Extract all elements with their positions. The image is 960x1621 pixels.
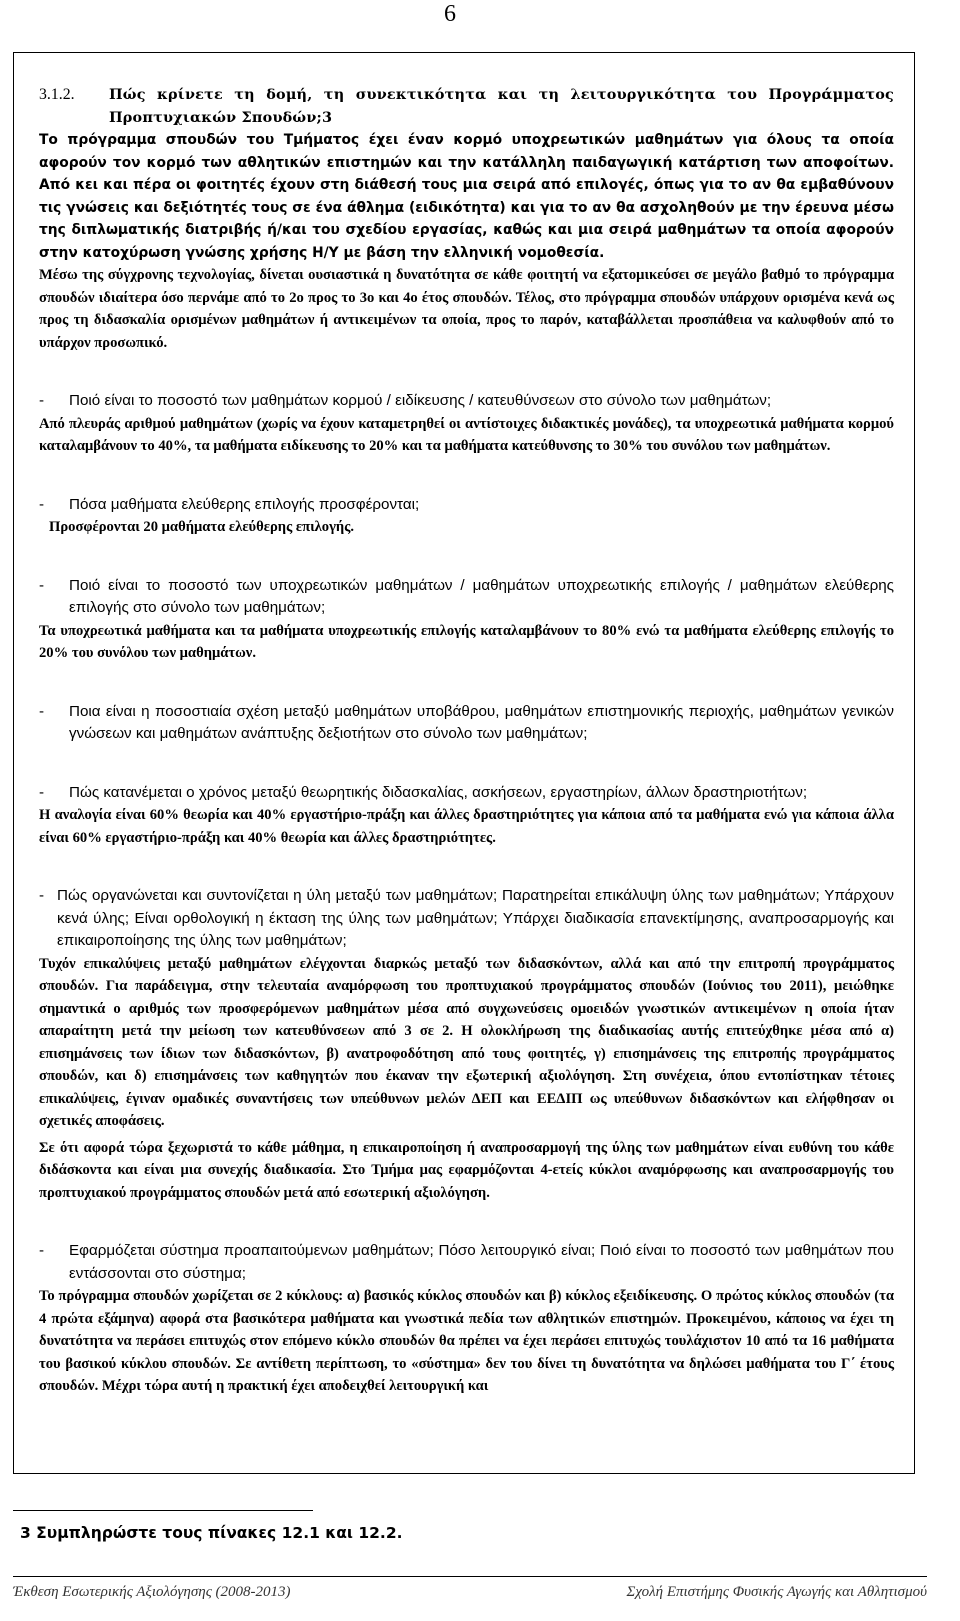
footer-divider — [13, 1576, 927, 1577]
question-text: Ποια είναι η ποσοστιαία σχέση μεταξύ μαθημάτων υποβάθρου, μαθημάτων επιστημονικής περιοχής, μαθημάτων γενικών γνώσεων και μαθημάτων ανάπτυξης δεξιοτήτων στο σύνολο των μαθημάτων; — [69, 702, 894, 742]
section-heading — [39, 83, 894, 129]
answer-text: Σε ότι αφορά τώρα ξεχωριστά το κάθε μάθημα, η επικαιροποίηση ή αναπροσαρμογή της ύλης των μαθημάτων είναι ευθύνη του κάθε διδάσκοντα και είναι μια συνεχής διαδικασία. Στο Τμήμα μας εφαρμόζονται 4-ετείς κύκλοι αναμόρφωσης και αναπροσαρμογής του προπτυχιακού προγράμματος σπουδών μετά από εσωτερική αξιολόγηση. — [39, 1139, 894, 1201]
answer-text: Από πλευράς αριθμού μαθημάτων (χωρίς να έχουν καταμετρηθεί οι αντίστοιχες διδακτικές μονάδες), τα υποχρεωτικά μαθήματα κορμού καταλαμβάνουν το 40%, τα μαθήματα ειδίκευσης το 20% και τα μαθήματα κατεύθυνσης το 30% του συνόλου των μαθημάτων. — [39, 415, 894, 454]
question-item — [39, 1240, 894, 1285]
question-text: Εφαρμόζεται σύστημα προαπαιτούμενων μαθημάτων; Πόσο λειτουργικό είναι; Ποιό είναι το ποσοστό των μαθημάτων που εντάσσονται στο σύστημα; — [69, 1242, 894, 1282]
intro-paragraph-2: Μέσω της σύγχρονης τεχνολογίας, δίνεται ουσιαστικά η δυνατότητα σε κάθε φοιτητή να εξατομικεύσει σε μεγάλο βαθμό το πρόγραμμα σπουδών ιδιαίτερα όσο περνάμε από το 2ο προς το 3ο και 4ο έτος σπουδών. Τέλος, στο πρόγραμμα σπουδών υπάρχουν ορισμένα κενά ως προς τη διδασκαλία ορισμένων μαθημάτων ή αντικειμένων τα οποία, προς το παρόν, καταβάλλεται προσπάθεια να καλυφθούν από το υπάρχον προσωπικό. — [39, 267, 894, 351]
answer-text: Τυχόν επικαλύψεις μεταξύ μαθημάτων ελέγχονται διαρκώς μεταξύ των διδασκόντων, αλλά και από την επιτροπή προγράμματος σπουδών. Για παράδειγμα, στην τελευταία αναμόρφωση του προπτυχιακού προγράμματος σπουδών (Ιούνιος του 2011), μειώθηκε σημαντικά ο αριθμός των προσφερόμενων μαθημάτων μέσα από συγχωνεύσεις ομοειδών γνωστικών αντικειμένων η οποία ήταν απαραίτητη μετά την μείωση των κατευθύνσεων από 3 σε 2. Η ολοκλήρωση της διαδικασίας αυτής επιτεύχθηκε μέσα από α) επισημάνσεις των ίδιων των διδασκόντων, β) ανατροφοδότηση από τους φοιτητές, γ) επισημάνσεις της επιτροπής προγράμματος σπουδών, και δ) επισημάνσεις των καθηγητών που έκαναν την εξωτερική αξιολόγηση. Στη συνέχεια, όπου εντοπίστηκαν τέτοιες επικαλύψεις, έγιναν ομαδικές συναντήσεις των υπεύθυνων μελών ΔΕΠ και ΕΕΔΙΠ ως υπεύθυνων διδασκόντων και ελήφθησαν οι σχετικές αποφάσεις. — [39, 955, 894, 1129]
footer-left-text: Έκθεση Εσωτερικής Αξιολόγησης (2008-2013) — [13, 1584, 291, 1600]
bullet-dash: - — [39, 783, 45, 801]
intro-paragraph-1: Το πρόγραμμα σπουδών του Τμήματος έχει έναν κορμό υποχρεωτικών μαθημάτων για όλους τα οποία αφορούν τον κορμό των αθλητικών επιστημών και την κατάλληλη παιδαγωγική κατάρτιση των αποφοίτων. Από κει και πέρα οι φοιτητές έχουν στη διάθεσή τους μια σειρά από επιλογές, όπως για το αν θα εμβαθύνουν τις γνώσεις και δεξιότητές τους σε ένα άθλημα (ειδικότητα) και για το αν θα ασχοληθούν με την έρευνα μέσω της διπλωματικής διατριβής ή/και του σχεδίου εργασίας, καθώς και μια σειρά μαθημάτων τα οποία αφορούν στην κατοχύρωση γνώσης χρήσης Η/Υ με βάση την ελληνική νομοθεσία. — [39, 132, 894, 261]
question-item — [39, 494, 894, 517]
footnote-divider — [13, 1510, 313, 1511]
bullet-dash: - — [39, 495, 45, 513]
question-text: Πόσα μαθήματα ελεύθερης επιλογής προσφέρονται; — [69, 495, 420, 513]
footer-right-text: Σχολή Επιστήμης Φυσικής Αγωγής και Αθλητισμού — [626, 1584, 927, 1600]
section-question: Πώς κρίνετε τη δομή, τη συνεκτικότητα και τη λειτουργικότητα του Προγράμματος Προπτυχιακών Σπουδών;3 — [109, 86, 894, 126]
bullet-dash: - — [39, 1242, 45, 1259]
page-number: 6 — [444, 1, 456, 27]
question-text: Ποιό είναι το ποσοστό των υποχρεωτικών μαθημάτων / μαθημάτων υποχρεωτικής επιλογής / μαθημάτων ελεύθερης επιλογής στο σύνολο των μαθημάτων; — [69, 576, 894, 616]
answer-text: Το πρόγραμμα σπουδών χωρίζεται σε 2 κύκλους: α) βασικός κύκλος σπουδών και β) κύκλος εξειδίκευσης. Ο πρώτος κύκλος σπουδών (τα 4 πρώτα εξάμηνα) αφορά στα βασικότερα μαθήματα και γνωστικά πεδία των αθλητικών επιστημών. Προκειμένου, κάποιος να έχει τη δυνατότητα να περάσει επιτυχώς στον επόμενο κύκλο σπουδών θα πρέπει να έχει περάσει επιτυχώς τουλάχιστον 10 από τα 16 μαθήματα του βασικού κύκλου σπουδών. Σε αντίθετη περίπτωση, το «σύστημα» δεν του δίνει τη δυνατότητα να δηλώσει μαθήματα του Γ΄ έτους σπουδών. Μέχρι τώρα αυτή η πρακτική έχει αποδειχθεί λειτουργική και — [39, 1288, 894, 1394]
question-item — [39, 575, 894, 620]
bullet-dash: - — [39, 392, 45, 409]
answer-text: Προσφέρονται 20 μαθήματα ελεύθερης επιλογής. — [49, 519, 355, 535]
question-item — [39, 701, 894, 746]
answer-text: Η αναλογία είναι 60% θεωρία και 40% εργαστήριο-πράξη και άλλες δραστηριότητες για κάποια από τα μαθήματα ενώ για κάποια άλλα είναι 60% εργαστήριο-πράξη και 40% θεωρία και άλλες δραστηριότητες. — [39, 807, 894, 846]
answer-text: Τα υποχρεωτικά μαθήματα και τα μαθήματα υποχρεωτικής επιλογής καταλαμβάνουν το 80% ενώ τα μαθήματα ελεύθερης επιλογής το 20% του συνόλου των μαθημάτων. — [39, 622, 894, 661]
bullet-dash: - — [39, 702, 45, 720]
question-item — [39, 390, 894, 413]
question-item — [39, 782, 894, 805]
question-text: Πώς οργανώνεται και συντονίζεται η ύλη μεταξύ των μαθημάτων; Παρατηρείται επικάλυψη ύλης των μαθημάτων; Υπάρχουν κενά ύλης; Είναι ορθολογική η έκταση της ύλης των μαθημάτων; Υπάρχει διαδικασία επανεκτίμησης, αναπροσαρμογής και επικαιροποίησης της ύλης των μαθημάτων; — [57, 887, 894, 949]
footnote: 3 Συμπληρώστε τους πίνακες 12.1 και 12.2. — [20, 1524, 403, 1542]
bullet-dash: - — [39, 576, 45, 594]
bullet-dash: - — [39, 887, 45, 904]
section-number: 3.1.2. — [39, 86, 75, 103]
content-frame — [13, 52, 915, 1474]
question-text: Πώς κατανέμεται ο χρόνος μεταξύ θεωρητικής διδασκαλίας, ασκήσεων, εργαστηρίων, άλλων δραστηριοτήτων; — [69, 783, 808, 801]
question-text: Ποιό είναι το ποσοστό των μαθημάτων κορμού / ειδίκευσης / κατευθύνσεων στο σύνολο των μαθημάτων; — [69, 392, 772, 409]
question-item — [39, 885, 894, 953]
